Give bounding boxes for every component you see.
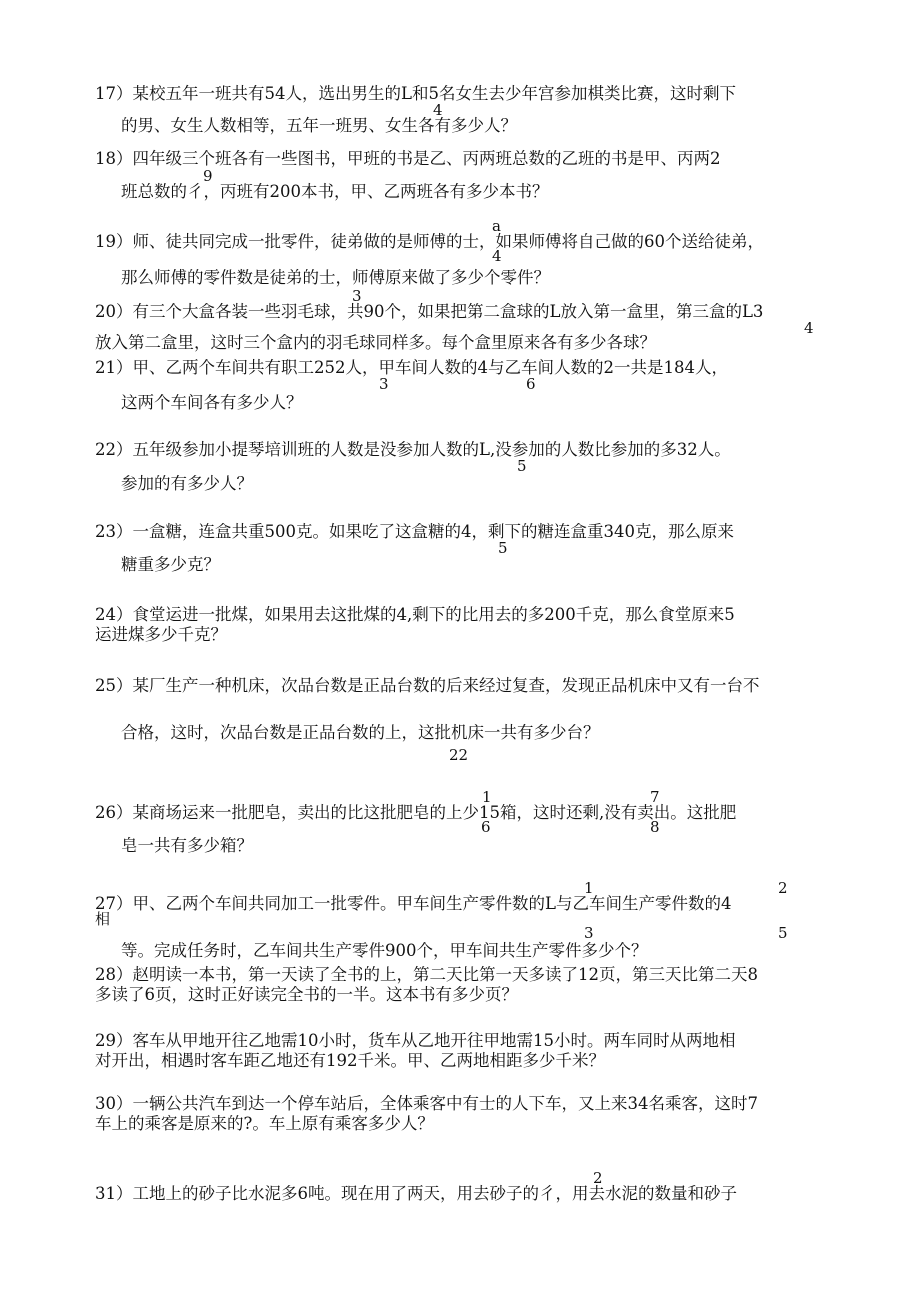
problem-22-mark-1: 5 bbox=[517, 457, 527, 475]
problem-17-mark-1: 4 bbox=[433, 101, 443, 119]
problem-20-line-1: 20）有三个大盒各装一些羽毛球，共90个，如果把第二盒球的L放入第一盒里，第三盒的L3 bbox=[95, 302, 764, 321]
problem-25-line-1: 25）某厂生产一种机床，次品台数是正品台数的后来经过复查，发现正品机床中又有一台不 bbox=[95, 676, 760, 695]
problem-21-mark-1: 3 bbox=[379, 375, 389, 393]
problem-23-mark-1: 5 bbox=[498, 539, 508, 557]
problem-26-line-2: 皂一共有多少箱？ bbox=[121, 836, 253, 855]
problem-17-line-1: 17）某校五年一班共有54人，选出男生的L和5名女生去少年宫参加棋类比赛，这时剩下 bbox=[95, 84, 736, 103]
problem-27-line-1: 27）甲、乙两个车间共同加工一批零件。甲车间生产零件数的L与乙车间生产零件数的4 bbox=[95, 894, 732, 913]
problem-27-mark-1: 1 bbox=[584, 879, 594, 897]
problem-21-line-2: 这两个车间各有多少人？ bbox=[121, 393, 303, 412]
problem-30-line-2: 车上的乘客是原来的?。车上原有乘客多少人？ bbox=[95, 1114, 434, 1133]
problem-27-mark-5: 5 bbox=[778, 924, 788, 942]
problem-18-mark-1: 9 bbox=[203, 167, 213, 185]
problem-17-line-2: 的男、女生人数相等，五年一班男、女生各有多少人？ bbox=[121, 116, 517, 135]
problem-25-mark-1: 22 bbox=[449, 746, 469, 764]
problem-24-line-2: 运进煤多少千克？ bbox=[95, 625, 227, 644]
problem-29-line-2: 对开出，相遇时客车距乙地还有192千米。甲、乙两地相距多少千米？ bbox=[95, 1051, 605, 1070]
problem-19-line-1: 19）师、徒共同完成一批零件，徒弟做的是师傅的士，如果师傅将自己做的60个送给徒弟， bbox=[95, 232, 764, 251]
problem-27-mark-4: 3 bbox=[584, 924, 594, 942]
problem-20-mark-1: 4 bbox=[804, 319, 814, 337]
problem-18-line-1: 18）四年级三个班各有一些图书，甲班的书是乙、丙两班总数的乙班的书是甲、丙两2 bbox=[95, 149, 721, 168]
problem-18-line-2: 班总数的彳，丙班有200本书，甲、乙两班各有多少本书？ bbox=[121, 182, 549, 201]
problem-29-line-1: 29）客车从甲地开往乙地需10小时，货车从乙地开往甲地需15小时。两车同时从两地相 bbox=[95, 1031, 736, 1050]
problem-24-line-1: 24）食堂运进一批煤，如果用去这批煤的4,剩下的比用去的多200千克，那么食堂原来5 bbox=[95, 605, 735, 624]
problem-26-mark-3: 7 bbox=[650, 788, 660, 806]
problem-26-mark-2: 6 bbox=[481, 818, 491, 836]
problem-21-mark-2: 6 bbox=[526, 375, 536, 393]
problem-31-mark-1: 2 bbox=[593, 1169, 603, 1187]
problem-19-mark-2: 4 bbox=[492, 247, 502, 265]
problem-27-line-2: 等。完成任务时，乙车间共生产零件900个，甲车间共生产零件多少个？ bbox=[121, 941, 648, 960]
problem-21-line-1: 21）甲、乙两个车间共有职工252人，甲车间人数的4与乙车间人数的2一共是184人， bbox=[95, 358, 728, 377]
problem-22-line-1: 22）五年级参加小提琴培训班的人数是没参加人数的L,没参加的人数比参加的多32人。 bbox=[95, 440, 731, 459]
problem-22-line-2: 参加的有多少人？ bbox=[121, 474, 253, 493]
problem-26-mark-4: 8 bbox=[650, 818, 660, 836]
problem-19-mark-3: 3 bbox=[352, 287, 362, 305]
problem-23-line-1: 23）一盒糖，连盒共重500克。如果吃了这盒糖的4，剩下的糖连盒重340克，那么原来 bbox=[95, 522, 734, 541]
problem-30-line-1: 30）一辆公共汽车到达一个停车站后，全体乘客中有士的人下车，又上来34名乘客，这时7 bbox=[95, 1094, 758, 1113]
problem-20-line-2: 放入第二盒里，这时三个盒内的羽毛球同样多。每个盒里原来各有多少各球？ bbox=[95, 333, 656, 352]
problem-26-mark-1: 1 bbox=[482, 788, 492, 806]
problem-27-mark-2: 2 bbox=[778, 879, 788, 897]
problem-19-line-2: 那么师傅的零件数是徒弟的士，师傅原来做了多少个零件？ bbox=[121, 268, 550, 287]
problem-31-line-1: 31）工地上的砂子比水泥多6吨。现在用了两天，用去砂子的彳，用去水泥的数量和砂子 bbox=[95, 1184, 737, 1203]
problem-25-line-2: 合格，这时，次品台数是正品台数的上，这批机床一共有多少台？ bbox=[121, 723, 600, 742]
problem-23-line-2: 糖重多少克？ bbox=[121, 555, 220, 574]
problem-19-mark-1: a bbox=[492, 217, 501, 235]
problem-27-mark-3: 相 bbox=[95, 910, 111, 928]
problem-28-line-2: 多读了6页，这时正好读完全书的一半。这本书有多少页？ bbox=[95, 985, 518, 1004]
problem-26-line-1: 26）某商场运来一批肥皂，卖出的比这批肥皂的上少15箱，这时还剩,没有卖出。这批肥 bbox=[95, 803, 737, 822]
problem-28-line-1: 28）赵明读一本书，第一天读了全书的上，第二天比第一天多读了12页，第三天比第二天8 bbox=[95, 965, 758, 984]
